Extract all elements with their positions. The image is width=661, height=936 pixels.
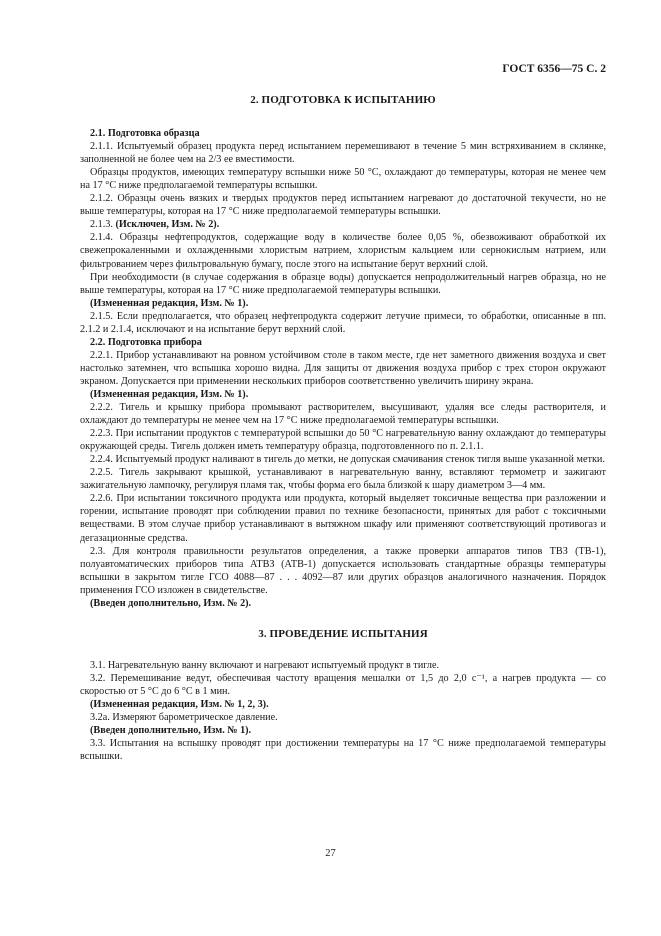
paragraph-3-2: 3.2. Перемешивание ведут, обеспечивая частоту вращения мешалки от 1,5 до 2,0 с⁻¹, а нагрев продукта — со скоростью от 5 °С до 6 °С в 1 мин.: [80, 672, 606, 697]
paragraph-3-2a: 3.2а. Измеряют барометрическое давление.: [90, 712, 278, 724]
page-content: [80, 86, 606, 763]
paragraph-2-1-3-number: 2.1.3.: [90, 219, 113, 231]
paragraph-2-1-1-b: Образцы продуктов, имеющих температуру вспышки ниже 50 °С, охлаждают до температуры, которая не менее чем на 17 °С ниже предполагаемой температуры вспышки.: [80, 167, 606, 192]
paragraph-2-2-5: 2.2.5. Тигель закрывают крышкой, устанавливают в нагревательную ванну, вставляют термометр и зажигают зажигательную лампочку, регулируя пламя так, чтобы форма его была близкой к шару диаметром 3—4 мм.: [80, 467, 606, 492]
page-header: ГОСТ 6356—75 С. 2: [502, 63, 606, 75]
paragraph-2-1-4: 2.1.4. Образцы нефтепродуктов, содержащие воду в количестве более 0,05 %, обезвоживают обработкой их свежепрокаленными и охлажденными хлористым натрием, хлористым кальцием или сернокислым натрием, или фильтрованием через фильтровальную бумагу, после этого на испытание берут верхний слой.: [80, 232, 606, 270]
paragraph-2-1-3-note: (Исключен, Изм. № 2).: [115, 219, 220, 231]
paragraph-2-3: 2.3. Для контроля правильности результатов определения, а также проверки аппаратов типов ТВЗ (ТВ-1), полуавтоматических приборов типа АТВЗ (АТВ-1) допускается использовать стандартные образцы температуры вспышки в закрытом тигле ГСО 4088—87 . . . 4092—87 или других образцов аналогичного назначения. Порядок применения ГСО изложен в свидетельстве.: [80, 545, 606, 596]
paragraph-2-2-2: 2.2.2. Тигель и крышку прибора промывают растворителем, высушивают, удаляя все следы растворителя, и охлаждают до температуры не менее чем на 17 °С ниже предполагаемой температуры вспышки.: [80, 402, 606, 427]
section-2-title: 2. ПОДГОТОВКА К ИСПЫТАНИЮ: [250, 94, 436, 106]
amendment-note-3: (Измененная редакция, Изм. № 1, 2, 3).: [90, 698, 269, 710]
paragraph-2-1-4-b: При необходимости (в случае содержания в образце воды) допускается непродолжительный нагрев образца, но не выше температуры, которая на 17 °С ниже предполагаемой температуры вспышки.: [80, 271, 606, 296]
paragraph-2-2-6: 2.2.6. При испытании токсичного продукта или продукта, который выделяет токсичные вещества при разложении и горении, испытание проводят при соблюдении правил по технике безопасности, принятых для работ с токсичными веществами. В этом случае прибор устанавливают в вытяжном шкафу или применяют соответствующий противогаз и дегазационные средства.: [80, 493, 606, 544]
paragraph-3-3: 3.3. Испытания на вспышку проводят при достижении температуры на 17 °С ниже предполагаемой температуры вспышки.: [80, 738, 606, 763]
subsection-2-1-title: 2.1. Подготовка образца: [90, 128, 200, 140]
subsection-2-2-title: 2.2. Подготовка прибора: [90, 336, 202, 348]
amendment-note-1: (Измененная редакция, Изм. № 1).: [90, 297, 249, 309]
paragraph-2-1-5: 2.1.5. Если предполагается, что образец нефтепродукта содержит летучие примеси, то обработки, описанные в пп. 2.1.2 и 2.1.4, исключают и на испытание берут верхний слой.: [80, 310, 606, 335]
addition-note-2: (Введен дополнительно, Изм. № 1).: [90, 725, 252, 737]
paragraph-2-2-1: 2.2.1. Прибор устанавливают на ровном устойчивом столе в таком месте, где нет заметного движения воздуха и свет настолько затемнен, что вспышка хорошо видна. Для защиты от движения воздуха прибор с трех сторон окружают экраном. Допускается при применении нескольких приборов соответственно увеличить ширину экрана.: [80, 349, 606, 387]
paragraph-2-1-3: [80, 218, 606, 231]
page-number: 27: [325, 848, 336, 859]
section-3-title: 3. ПРОВЕДЕНИЕ ИСПЫТАНИЯ: [258, 627, 428, 640]
paragraph-2-1-1: 2.1.1. Испытуемый образец продукта перед испытанием перемешивают в течение 5 мин встряхиванием в склянке, заполненной не более чем на 2/3 ее вместимости.: [80, 141, 606, 166]
paragraph-2-1-2: 2.1.2. Образцы очень вязких и твердых продуктов перед испытанием нагревают до достаточной текучести, но не выше температуры, которая на 17 °С ниже предполагаемой температуры вспышки.: [80, 193, 606, 218]
paragraph-2-2-4: 2.2.4. Испытуемый продукт наливают в тигель до метки, не допуская смачивания стенок тигля выше указанной метки.: [90, 454, 605, 466]
addition-note-1: (Введен дополнительно, Изм. № 2).: [90, 597, 252, 609]
paragraph-3-1: 3.1. Нагревательную ванну включают и нагревают испытуемый продукт в тигле.: [90, 659, 440, 671]
amendment-note-2: (Измененная редакция, Изм. № 1).: [90, 388, 249, 400]
paragraph-2-2-3: 2.2.3. При испытании продуктов с температурой вспышки до 50 °С нагревательную ванну охлаждают до температуры окружающей среды. Тигель должен иметь температуру образца, подготовленного по п. 2.1.1.: [80, 428, 606, 453]
